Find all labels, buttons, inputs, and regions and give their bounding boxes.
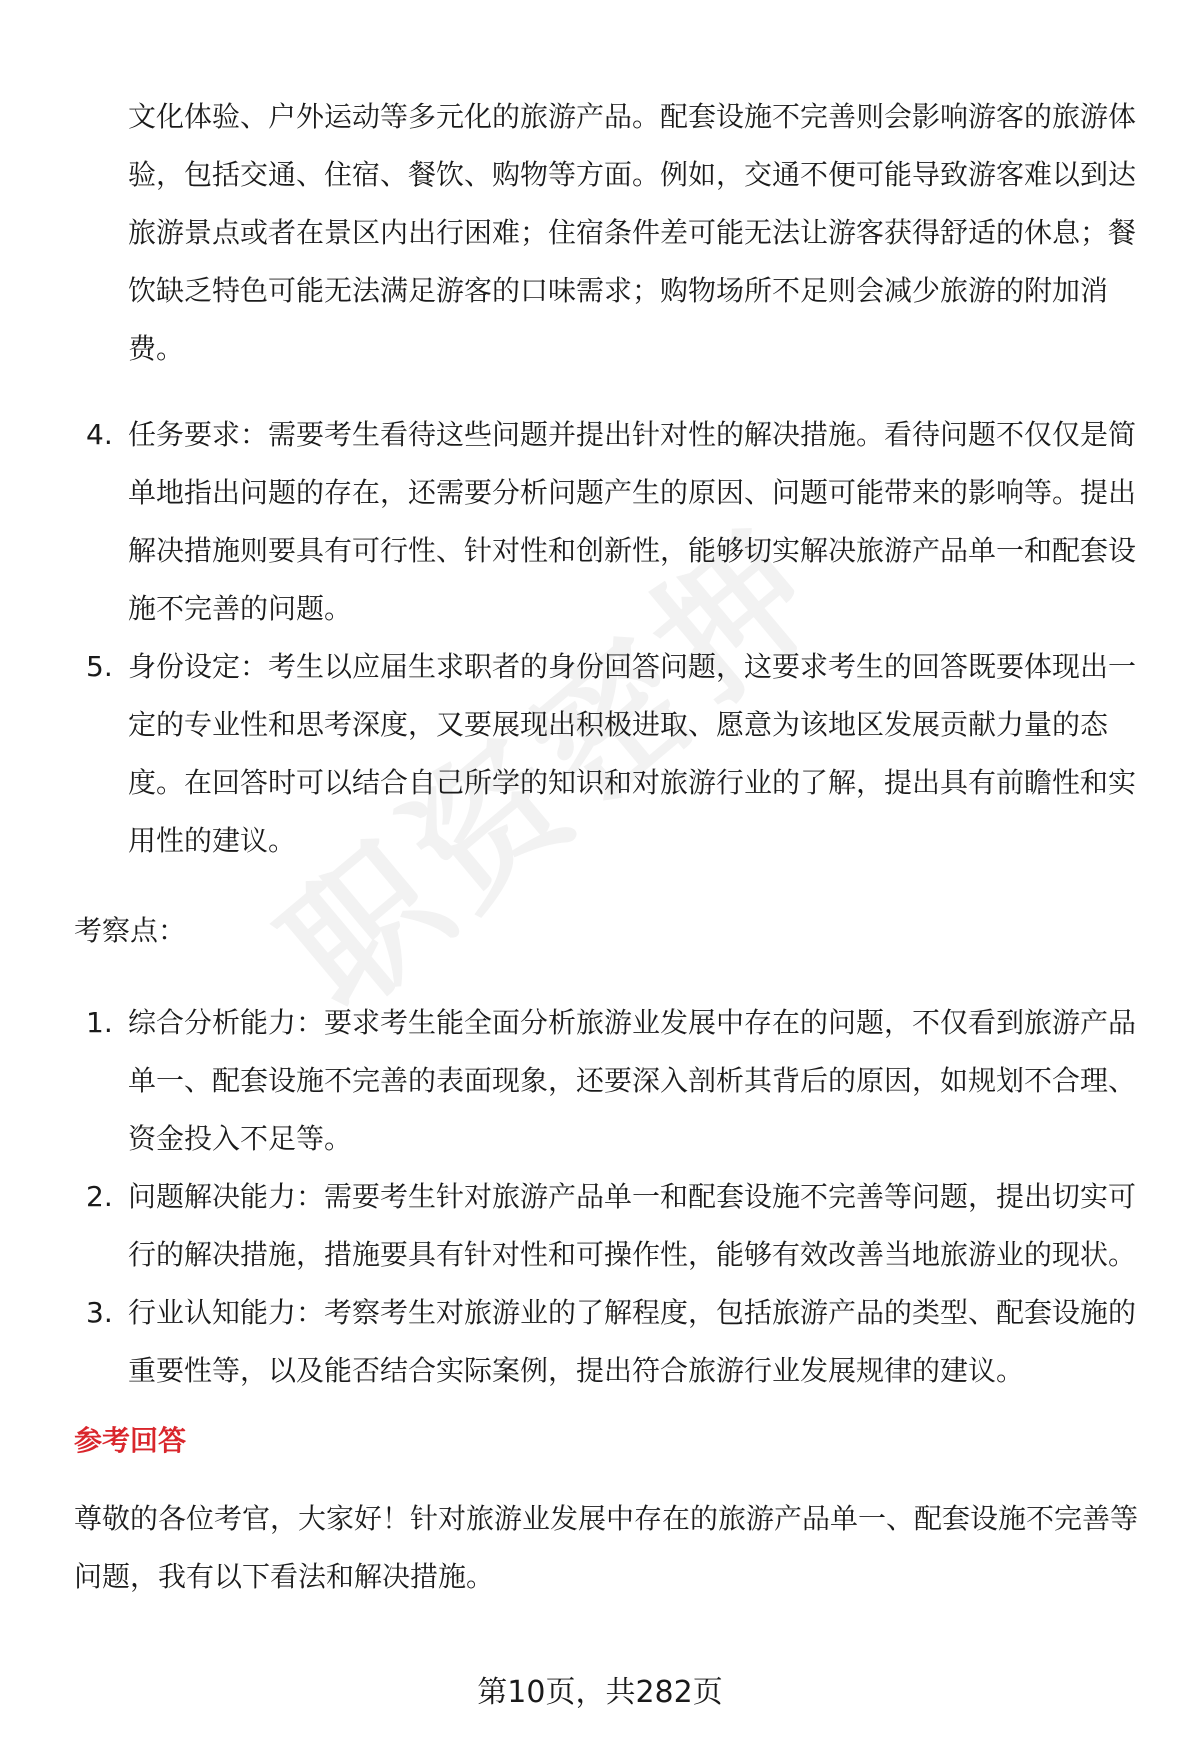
exam-points-label: 考察点： [74, 914, 187, 947]
list-item [74, 1168, 1146, 1284]
list-item [74, 1284, 1146, 1400]
list-number: 2. [86, 1180, 113, 1213]
list-item [74, 994, 1146, 1168]
list-text: 行业认知能力：考察考生对旅游业的了解程度，包括旅游产品的类型、配套设施的重要性等，以及能否结合实际案例，提出符合旅游行业发展规律的建议。 [128, 1296, 1137, 1387]
list-item [74, 638, 1146, 870]
document-content [74, 60, 1146, 1606]
intro-continuation: 文化体验、户外运动等多元化的旅游产品。配套设施不完善则会影响游客的旅游体验，包括交通、住宿、餐饮、购物等方面。例如，交通不便可能导致游客难以到达旅游景点或者在景区内出行困难；住宿条件差可能无法让游客获得舒适的休息；餐饮缺乏特色可能无法满足游客的口味需求；购物场所不足则会减少旅游的附加消费。 [128, 100, 1137, 365]
list-text: 问题解决能力：需要考生针对旅游产品单一和配套设施不完善等问题，提出切实可行的解决措施，措施要具有针对性和可操作性，能够有效改善当地旅游业的现状。 [128, 1180, 1137, 1271]
reference-heading: 参考回答 [74, 1424, 187, 1457]
list-number: 4. [86, 418, 113, 451]
list-text: 综合分析能力：要求考生能全面分析旅游业发展中存在的问题，不仅看到旅游产品单一、配套设施不完善的表面现象，还要深入剖析其背后的原因，如规划不合理、资金投入不足等。 [128, 1006, 1137, 1155]
list-number: 1. [86, 1006, 113, 1039]
list-number: 3. [86, 1296, 113, 1329]
reference-intro: 尊敬的各位考官，大家好！针对旅游业发展中存在的旅游产品单一、配套设施不完善等问题，我有以下看法和解决措施。 [74, 1502, 1139, 1593]
analysis-list [74, 406, 1146, 870]
page-footer: 第10页，共282页 [477, 1675, 723, 1710]
list-item [74, 406, 1146, 638]
list-text: 身份设定：考生以应届生求职者的身份回答问题，这要求考生的回答既要体现出一定的专业性和思考深度，又要展现出积极进取、愿意为该地区发展贡献力量的态度。在回答时可以结合自己所学的知识和对旅游行业的了解，提出具有前瞻性和实用性的建议。 [128, 650, 1137, 857]
list-text: 任务要求：需要考生看待这些问题并提出针对性的解决措施。看待问题不仅仅是简单地指出问题的存在，还需要分析问题产生的原因、问题可能带来的影响等。提出解决措施则要具有可行性、针对性和创新性，能够切实解决旅游产品单一和配套设施不完善的问题。 [128, 418, 1137, 625]
exam-points-list [74, 994, 1146, 1400]
list-number: 5. [86, 650, 113, 683]
